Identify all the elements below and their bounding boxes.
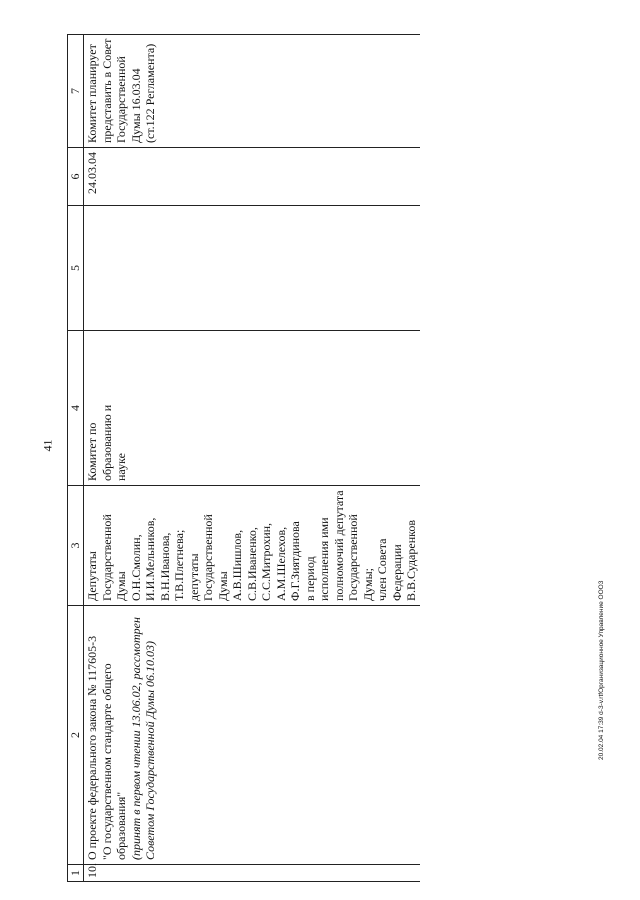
author-line: О.Н.Смолин, <box>128 534 143 601</box>
header-col-7: 7 <box>68 35 84 148</box>
legislation-table <box>67 34 420 882</box>
table-row <box>84 35 420 882</box>
status-note <box>84 35 420 148</box>
bill-description <box>84 606 420 865</box>
author-line: Федерации <box>389 544 404 601</box>
author-line: С.С.Митрохин, <box>259 522 273 601</box>
bill-note-line: Советом Государственной Думы 06.10.03) <box>143 640 157 860</box>
author-line: В.Н.Иванова, <box>157 532 172 601</box>
status-line: представить в Совет <box>99 38 114 143</box>
header-col-3: 3 <box>68 486 84 606</box>
author-line: С.В.Иваненко, <box>244 527 259 601</box>
responsible-committee <box>84 331 420 486</box>
footer <box>598 580 610 780</box>
author-line: Думы <box>114 571 128 601</box>
page-number: 41 <box>40 439 55 452</box>
author-line: А.В.Шишлов, <box>230 529 244 601</box>
author-line: Государственной <box>99 514 114 601</box>
header-row <box>68 35 84 882</box>
row-number: 10. <box>84 865 420 882</box>
status-line: (ст.122 Регламента) <box>143 43 157 143</box>
rotated-table-block <box>67 15 567 882</box>
author-line: в период <box>302 556 317 601</box>
author-line: исполнения ими <box>317 517 331 601</box>
author-line: Ф.Г.Зиятдинова <box>288 521 302 601</box>
table-wrapper <box>67 15 418 878</box>
col5-cell <box>84 206 420 331</box>
bill-note-line: (принят в первом чтении 13.06.02, рассмотрен <box>128 617 143 860</box>
author-line: Думы <box>215 571 230 601</box>
author-line: Государственной <box>346 514 360 601</box>
committee-line: Комитет по <box>85 422 99 481</box>
author-line: член Совета <box>375 538 389 601</box>
author-line: Т.В.Плетнева; <box>172 529 186 601</box>
author-line: Депутаты <box>85 551 99 601</box>
bill-authors <box>84 486 420 606</box>
author-line: депутаты <box>186 553 201 601</box>
committee-line: образованию и <box>99 404 114 481</box>
bill-title-line: "О государственном стандарте общего <box>99 663 114 860</box>
status-line: Государственной <box>114 56 128 143</box>
author-line: В.В.Сударенков <box>404 519 418 601</box>
header-col-5: 5 <box>68 206 84 331</box>
header-col-2: 2 <box>68 606 84 865</box>
bill-title-line: О проекте федерального закона № 117605-3 <box>85 635 99 860</box>
footer-text: 20.02.04 17:39 d-3-v.rtfОрганизационное Управление ООО3 <box>598 580 605 760</box>
status-line: Комитет планирует <box>85 44 99 143</box>
author-line: И.И.Мельников, <box>143 517 157 601</box>
header-col-4: 4 <box>68 331 84 486</box>
author-line: А.М.Шелехов, <box>273 526 288 601</box>
author-line: полномочий депутата <box>331 490 346 601</box>
date-cell: 24.03.04 <box>84 148 420 206</box>
author-line: Думы; <box>360 567 375 601</box>
author-line: Государственной <box>201 514 215 601</box>
status-line: Думы 16.03.04 <box>128 68 143 143</box>
committee-line: науке <box>114 453 128 481</box>
header-col-1: 1 <box>68 865 84 882</box>
bill-title-line: образования" <box>114 791 128 860</box>
header-col-6: 6 <box>68 148 84 206</box>
